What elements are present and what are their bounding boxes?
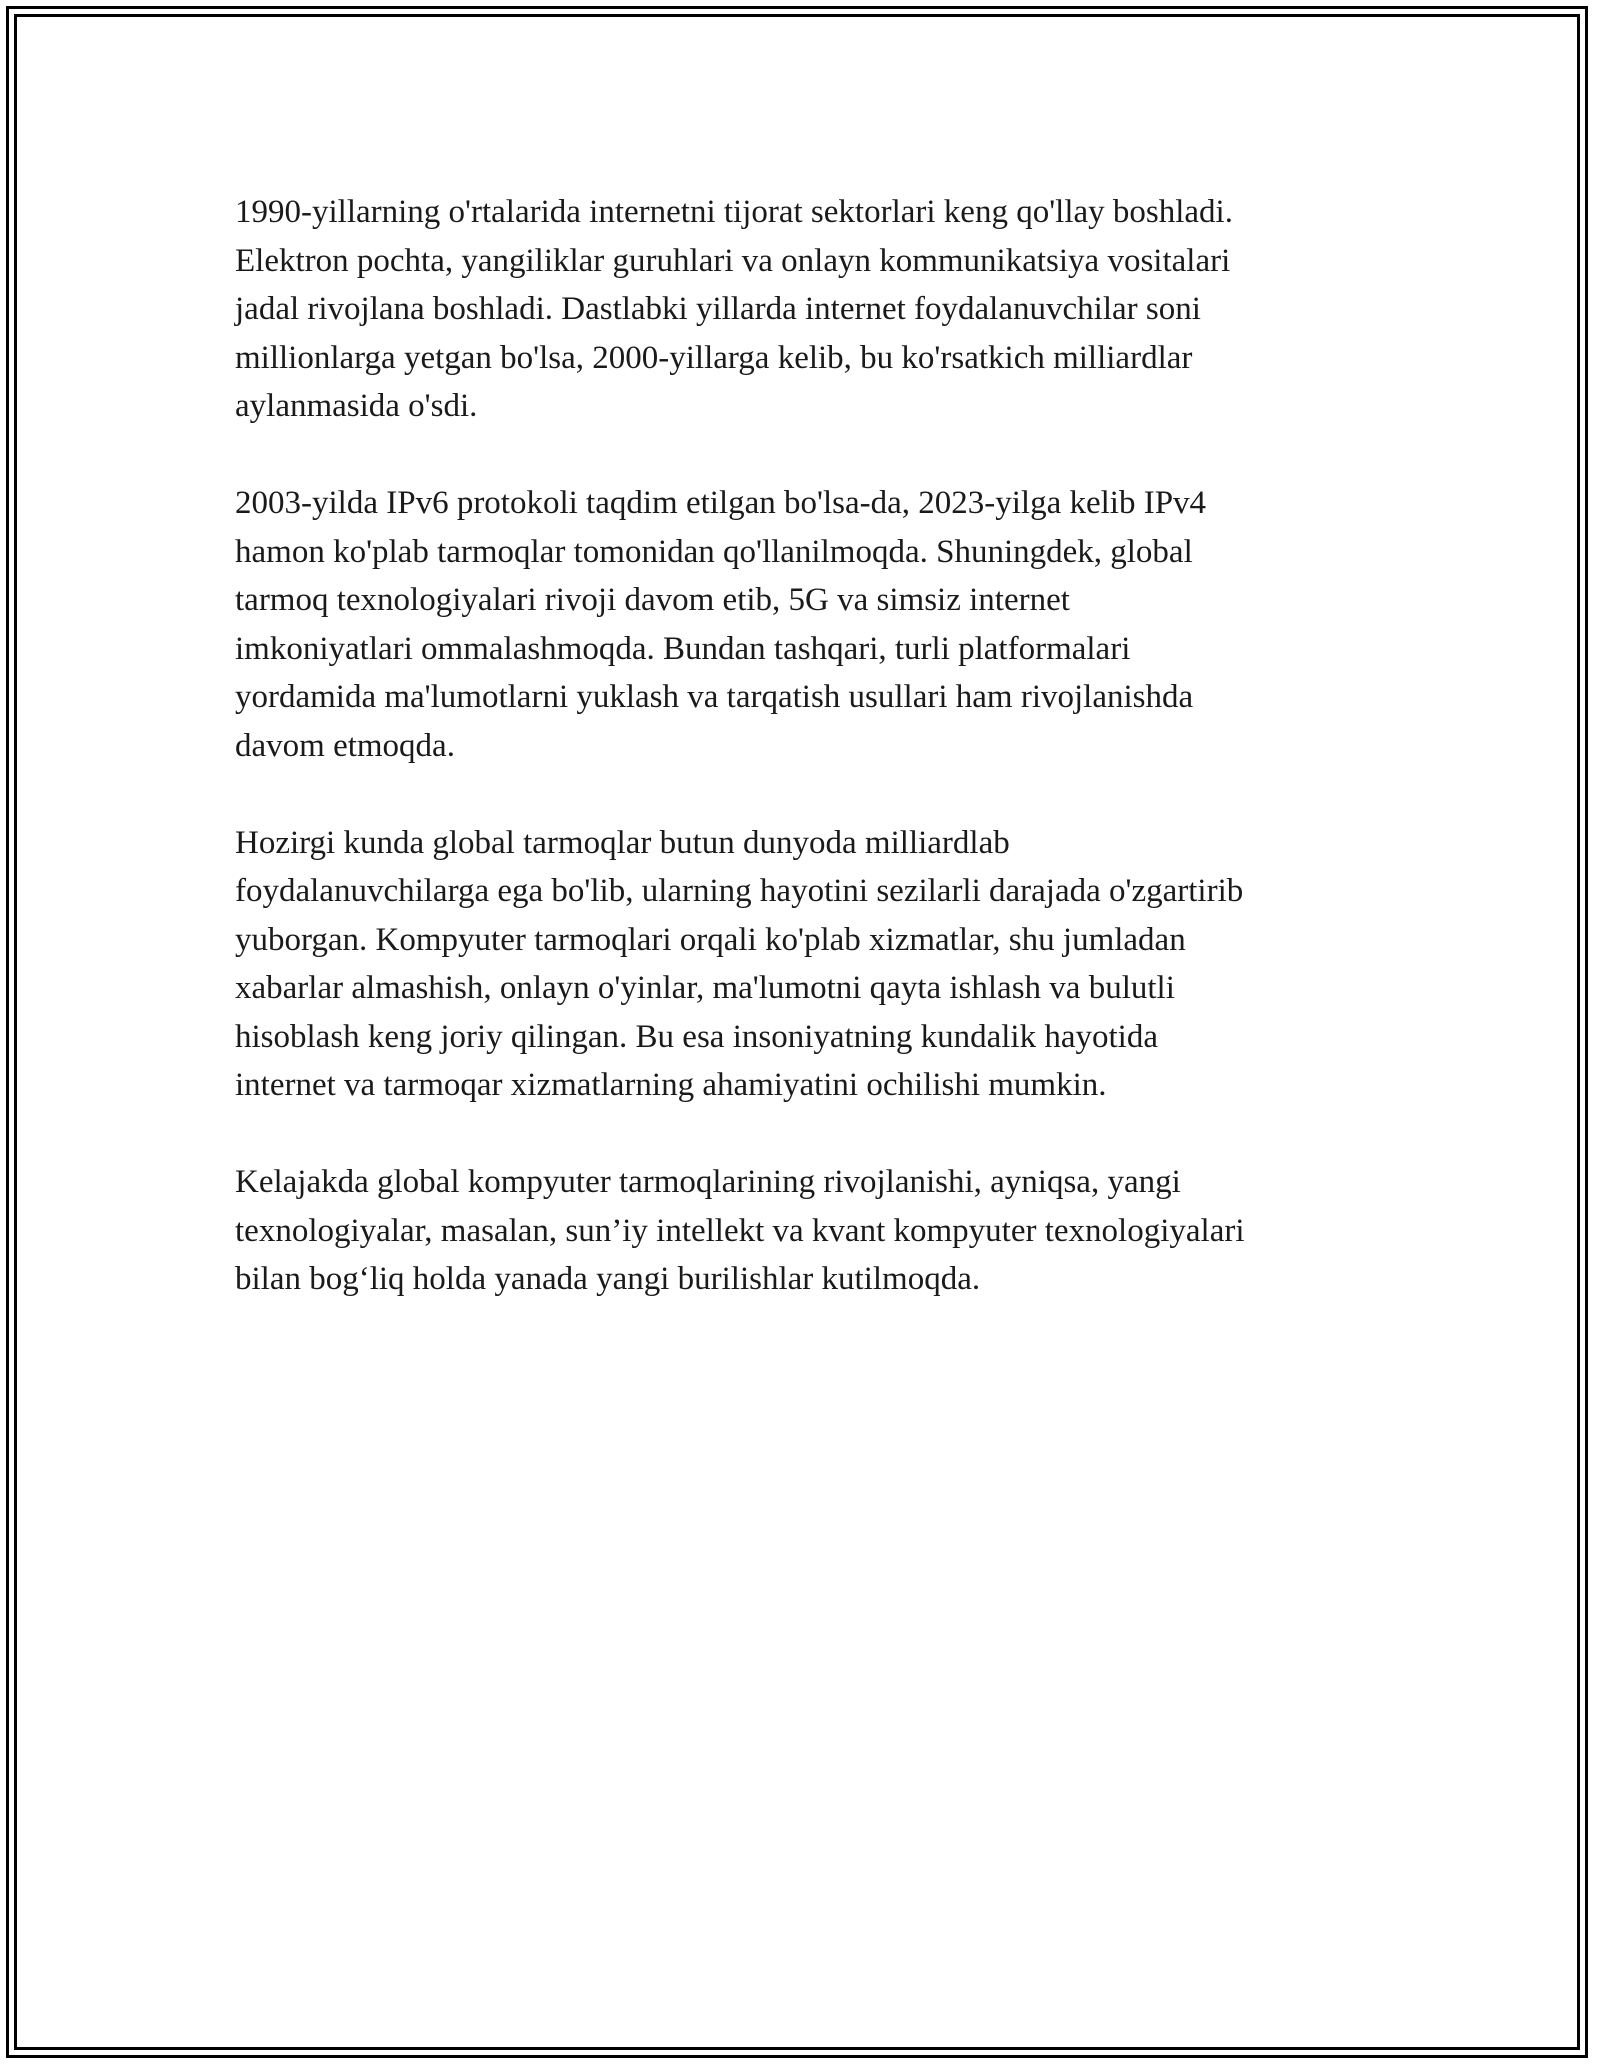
paragraph-3 (235, 819, 1370, 1110)
text-line: imkoniyatlari ommalashmoqda. Bundan tashqari, turli platformalari (235, 630, 1131, 667)
text-line: jadal rivojlana boshladi. Dastlabki yillarda internet foydalanuvchilar soni (235, 291, 1201, 327)
text-line: yuborgan. Kompyuter tarmoqlari orqali ko'plab xizmatlar, shu jumladan (235, 921, 1186, 958)
paragraph-2 (235, 479, 1370, 770)
paragraph-1 (235, 188, 1370, 431)
text-line: Hozirgi kunda global tarmoqlar butun dunyoda milliardlab (235, 824, 1010, 861)
text-line: foydalanuvchilarga ega bo'lib, ularning hayotini sezilarli darajada o'zgartirib (235, 873, 1244, 909)
text-line: xabarlar almashish, onlayn o'yinlar, ma'lumotni qayta ishlash va bulutli (235, 970, 1175, 1006)
text-line: internet va tarmoqar xizmatlarning ahamiyatini ochilishi mumkin. (235, 1067, 1107, 1103)
text-line: tarmoq texnologiyalari rivoji davom etib, 5G va simsiz internet (235, 582, 1070, 618)
text-line: davom etmoqda. (235, 727, 455, 764)
text-line: 2003-yilda IPv6 protokoli taqdim etilgan bo'lsa-da, 2023-yilga kelib IPv4 (235, 485, 1207, 521)
text-line: hisoblash keng joriy qilingan. Bu esa insoniyatning kundalik hayotida (235, 1018, 1158, 1055)
text-line: 1990-yillarning o'rtalarida internetni tijorat sektorlari keng qo'llay boshladi. (235, 194, 1233, 230)
text-line: yordamida ma'lumotlarni yuklash va tarqatish usullari ham rivojlanishda (235, 679, 1194, 715)
document-body (235, 188, 1370, 1304)
text-line: hamon ko'plab tarmoqlar tomonidan qo'llanilmoqda. Shuningdek, global (235, 533, 1193, 570)
text-line: aylanmasida o'sdi. (235, 388, 478, 424)
text-line: bilan bog‘liq holda yanada yangi burilishlar kutilmoqda. (235, 1261, 981, 1297)
text-line: texnologiyalar, masalan, sun’iy intellekt va kvant kompyuter texnologiyalari (235, 1212, 1245, 1249)
paragraph-4 (235, 1158, 1370, 1304)
text-line: Kelajakda global kompyuter tarmoqlarining rivojlanishi, ayniqsa, yangi (235, 1164, 1181, 1200)
text-line: millionlarga yetgan bo'lsa, 2000-yillarga kelib, bu ko'rsatkich milliardlar (235, 339, 1193, 376)
text-line: Elektron pochta, yangiliklar guruhlari va onlayn kommunikatsiya vositalari (235, 242, 1231, 279)
